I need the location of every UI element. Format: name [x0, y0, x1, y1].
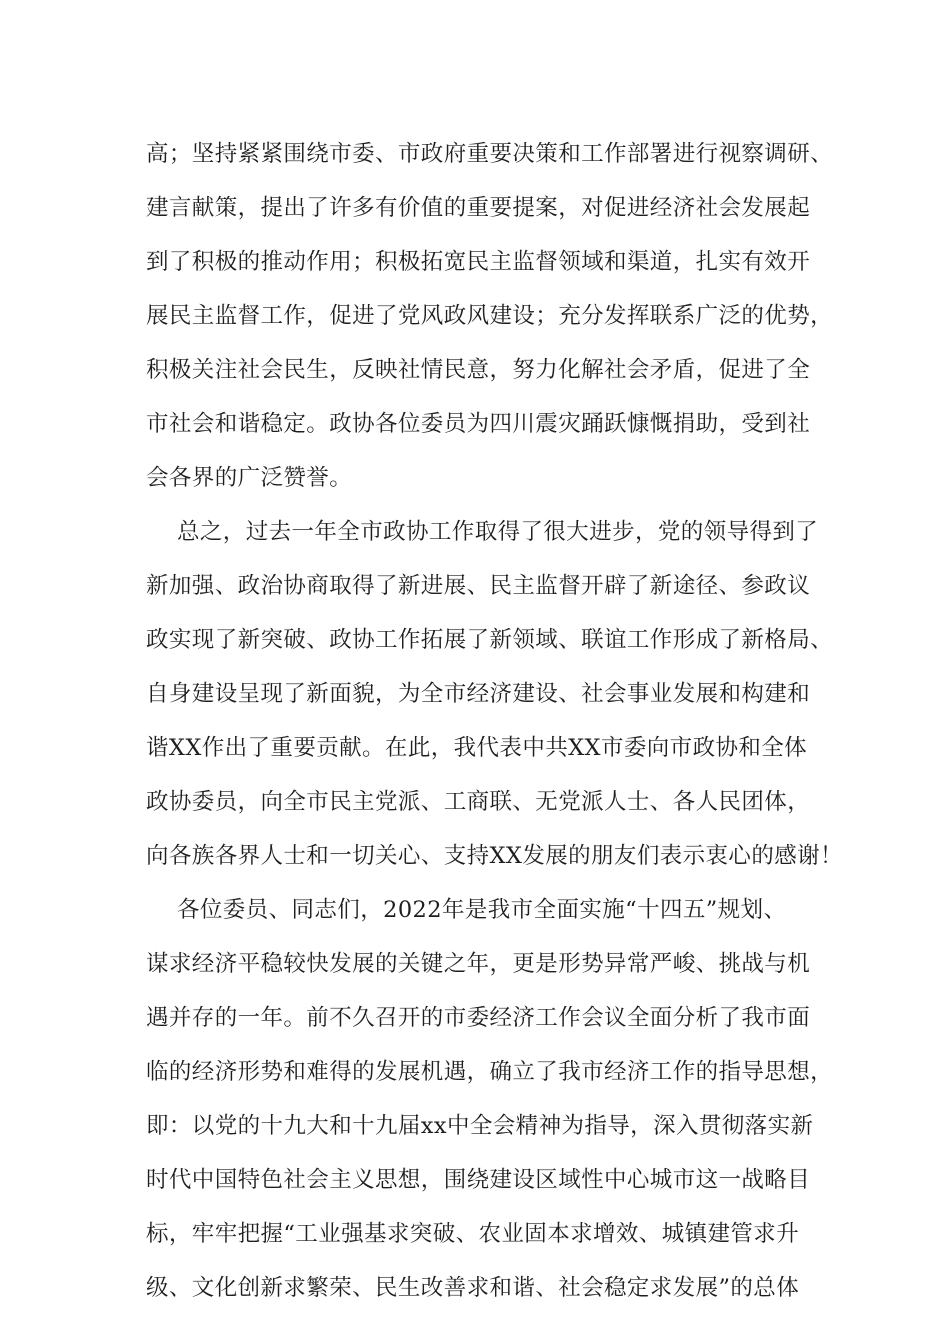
text-line: 政协委员，向全市民主党派、工商联、无党派人士、各人民团体， — [146, 789, 811, 815]
paragraph-start-line: 总之，过去一年全市政协工作取得了很大进步，党的领导得到了 — [177, 519, 819, 545]
text-line: 时代中国特色社会主义思想，围绕建设区域性中心城市这一战略目 — [146, 1167, 811, 1193]
text-line: 临的经济形势和难得的发展机遇，确立了我市经济工作的指导思想， — [146, 1059, 834, 1085]
text-line: 新加强、政治协商取得了新进展、民主监督开辟了新途径、参政议 — [146, 573, 811, 599]
text-line: 向各族各界人士和一切关心、支持XX发展的朋友们表示衷心的感谢！ — [146, 843, 843, 869]
text-line: 谐XX作出了重要贡献。在此，我代表中共XX市委向市政协和全体 — [146, 735, 808, 761]
text-line: 积极关注社会民生，反映社情民意，努力化解社会矛盾，促进了全 — [146, 357, 811, 383]
text-line: 到了积极的推动作用；积极拓宽民主监督领域和渠道，扎实有效开 — [146, 249, 811, 275]
paragraph-start-line: 各位委员、同志们，2022年是我市全面实施“十四五”规划、 — [177, 897, 787, 923]
text-line: 即：以党的十九大和十九届xx中全会精神为指导，深入贯彻落实新 — [146, 1113, 814, 1139]
text-line: 级、文化创新求繁荣、民生改善求和谐、社会稳定求发展”的总体 — [146, 1275, 800, 1301]
document-body — [146, 127, 843, 1315]
text-line: 政实现了新突破、政协工作拓展了新领域、联谊工作形成了新格局、 — [146, 627, 834, 653]
text-line: 自身建设呈现了新面貌，为全市经济建设、社会事业发展和构建和 — [146, 681, 811, 707]
text-line: 高；坚持紧紧围绕市委、市政府重要决策和工作部署进行视察调研、 — [146, 141, 834, 167]
text-line: 标，牢牢把握“工业强基求突破、农业固本求增效、城镇建管求升 — [146, 1221, 800, 1247]
text-line: 展民主监督工作，促进了党风政风建设；充分发挥联系广泛的优势， — [146, 303, 834, 329]
text-line: 谋求经济平稳较快发展的关键之年，更是形势异常严峻、挑战与机 — [146, 951, 811, 977]
text-line: 市社会和谐稳定。政协各位委员为四川震灾踊跃慷慨捐助，受到社 — [146, 411, 811, 437]
text-line: 遇并存的一年。前不久召开的市委经济工作会议全面分析了我市面 — [146, 1005, 811, 1031]
text-line: 建言献策，提出了许多有价值的重要提案，对促进经济社会发展起 — [146, 195, 811, 221]
text-line: 会各界的广泛赞誉。 — [146, 465, 353, 491]
